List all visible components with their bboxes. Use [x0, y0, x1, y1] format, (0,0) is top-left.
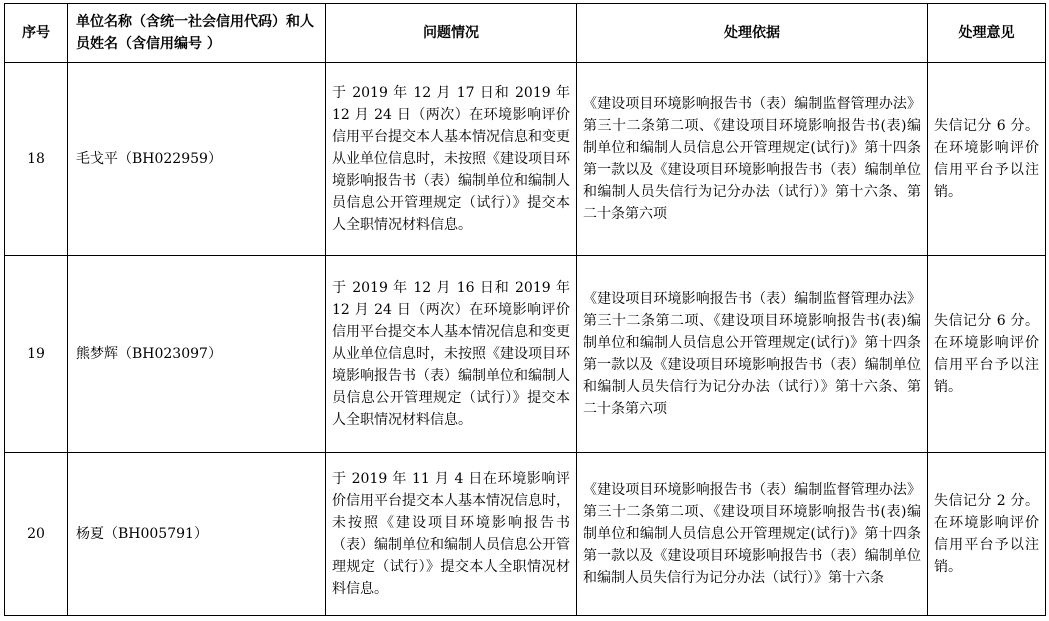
row-issue: 于 2019 年 11 月 4 日在环境影响评价信用平台提交本人基本情况信息时，未按照《建设项目环境影响报告书（表）编制单位和编制人员信息公开管理规定（试行）》提交本人全职情况材料信息。: [326, 453, 577, 616]
header-issue: 问题情况: [326, 4, 577, 63]
row-person-name: 毛戈平（BH022959）: [68, 63, 326, 256]
row-index: 20: [5, 453, 68, 616]
row-opinion: 失信记分 6 分。在环境影响评价信用平台予以注销。: [928, 256, 1046, 453]
header-index: 序号: [5, 4, 68, 63]
table-row: [5, 63, 1046, 256]
table-row: [5, 453, 1046, 616]
row-opinion: 失信记分 2 分。在环境影响评价信用平台予以注销。: [928, 453, 1046, 616]
row-index: 18: [5, 63, 68, 256]
header-name: 单位名称（含统一社会信用代码）和人员姓名（含信用编号 ）: [68, 4, 326, 63]
row-issue: 于 2019 年 12 月 17 日和 2019 年 12 月 24 日（两次）在环境影响评价信用平台提交本人基本情况信息和变更从业单位信息时，未按照《建设项目环境影响报告书（表）编制单位和编制人员信息公开管理规定（试行）》提交本人全职情况材料信息。: [326, 63, 577, 256]
row-person-name: 杨夏（BH005791）: [68, 453, 326, 616]
header-opinion: 处理意见: [928, 4, 1046, 63]
row-index: 19: [5, 256, 68, 453]
row-issue: 于 2019 年 12 月 16 日和 2019 年 12 月 24 日（两次）在环境影响评价信用平台提交本人基本情况信息和变更从业单位信息时，未按照《建设项目环境影响报告书（表）编制单位和编制人员信息公开管理规定（试行）》提交本人全职情况材料信息。: [326, 256, 577, 453]
row-opinion: 失信记分 6 分。在环境影响评价信用平台予以注销。: [928, 63, 1046, 256]
row-basis: 《建设项目环境影响报告书（表）编制监督管理办法》第三十二条第二项、《建设项目环境影响报告书(表)编制单位和编制人员信息公开管理规定(试行)》第十四条第一款以及《建设项目环境影响报告书（表）编制单位和编制人员失信行为记分办法（试行）》第十六条: [577, 453, 928, 616]
row-basis: 《建设项目环境影响报告书（表）编制监督管理办法》第三十二条第二项、《建设项目环境影响报告书(表)编制单位和编制人员信息公开管理规定(试行)》第十四条第一款以及《建设项目环境影响报告书（表）编制单位和编制人员失信行为记分办法（试行）》第十六条、第二十条第六项: [577, 63, 928, 256]
row-person-name: 熊梦辉（BH023097）: [68, 256, 326, 453]
header-basis: 处理依据: [577, 4, 928, 63]
table-row: [5, 256, 1046, 453]
penalty-table: [4, 3, 1046, 616]
row-basis: 《建设项目环境影响报告书（表）编制监督管理办法》第三十二条第二项、《建设项目环境影响报告书(表)编制单位和编制人员信息公开管理规定(试行)》第十四条第一款以及《建设项目环境影响报告书（表）编制单位和编制人员失信行为记分办法（试行）》第十六条、第二十条第六项: [577, 256, 928, 453]
table-header-row: [5, 4, 1046, 63]
